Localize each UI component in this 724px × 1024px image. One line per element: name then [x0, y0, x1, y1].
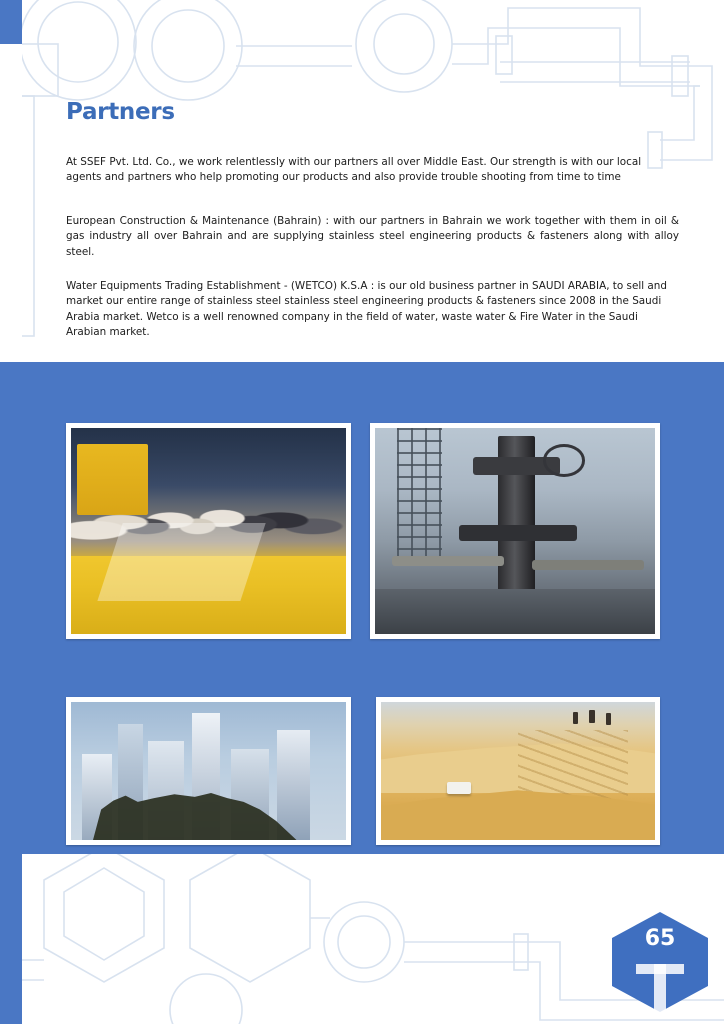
left-spine-notch — [0, 44, 22, 374]
photo-oil-wellhead — [370, 423, 660, 639]
page-number-badge — [612, 912, 708, 1012]
badge-stem — [654, 964, 666, 1016]
paragraph-wetco-ksa: Water Equipments Trading Establishment - (WETCO) K.S.A : is our old business partner in SAUDI ARABIA, to sell and market our entire range of stainless steel stainless steel engineering products & fasteners since 2008 in the Saudi Arabia market. Wetco is a well renowned company in the field of water, waste water & Fire Water in the Saudi Arabian market. — [66, 280, 667, 339]
photo-desert-dunes — [376, 697, 660, 845]
paragraph-ecm-bahrain: European Construction & Maintenance (Bahrain) : with our partners in Bahrain we work together with them in oil & gas industry all over Bahrain and are supplying stainless steel engineering products & fasteners along with alloy steel. — [66, 215, 679, 258]
page-title: Partners — [66, 99, 175, 125]
paragraph-intro: At SSEF Pvt. Ltd. Co., we work relentlessly with our partners all over Middle East. Our strength is with our local agents and partners who help promoting our products and also provide trouble shooting from time to time — [66, 156, 642, 184]
photo-delegation-visit — [66, 423, 351, 639]
photo-camel-skyline — [66, 697, 351, 845]
page-number: 65 — [644, 926, 676, 951]
